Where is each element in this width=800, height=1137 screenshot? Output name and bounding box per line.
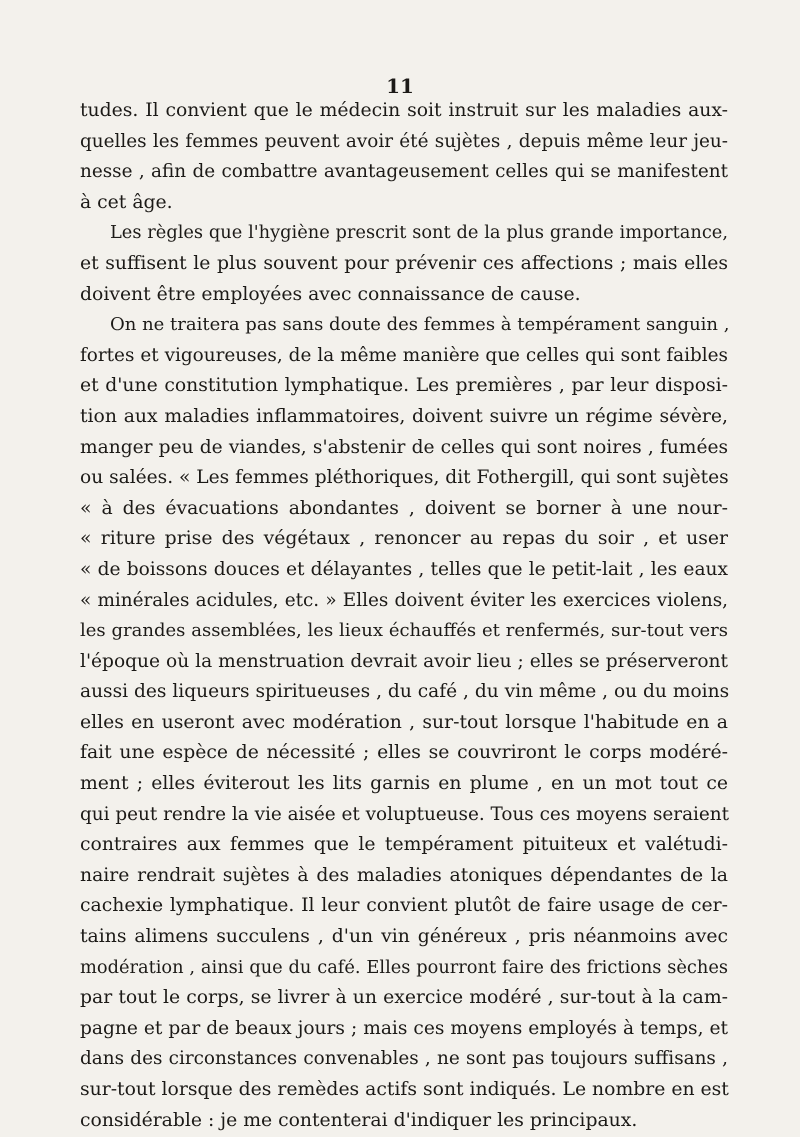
- text-line: tains alimens succulens , d'un vin généreux , pris néanmoins avec: [80, 926, 728, 948]
- text-line: considérable : je me contenterai d'indiquer les principaux.: [80, 1109, 638, 1131]
- text-line: ment ; elles éviterout les lits garnis en plume , en un mot tout ce: [80, 773, 728, 795]
- text-line: Les règles que l'hygiène prescrit sont de la plus grande importance,: [110, 222, 728, 244]
- text-line: l'époque où la menstruation devrait avoir lieu ; elles se préserveront: [80, 650, 728, 672]
- text-line: ou salées. « Les femmes pléthoriques, dit Fothergill, qui sont sujètes: [80, 467, 729, 489]
- text-line: fortes et vigoureuses, de la même manière que celles qui sont faibles: [80, 344, 728, 366]
- text-line: On ne traitera pas sans doute des femmes à tempérament sanguin ,: [110, 314, 730, 336]
- body-text: [80, 96, 728, 1136]
- text-line: les grandes assemblées, les lieux échauffés et renfermés, sur-tout vers: [80, 620, 728, 642]
- text-line: elles en useront avec modération , sur-tout lorsque l'habitude en a: [80, 711, 728, 733]
- text-line: fait une espèce de nécessité ; elles se couvriront le corps modéré-: [80, 742, 728, 764]
- text-line: quelles les femmes peuvent avoir été sujètes , depuis même leur jeu-: [80, 130, 728, 152]
- text-line: « à des évacuations abondantes , doivent se borner à une nour-: [80, 497, 728, 519]
- text-line: modération , ainsi que du café. Elles pourront faire des frictions sèches: [80, 956, 728, 978]
- text-line: cachexie lymphatique. Il leur convient plutôt de faire usage de cer-: [80, 895, 728, 917]
- text-line: contraires aux femmes que le tempérament pituiteux et valétudi-: [80, 834, 728, 856]
- text-line: et suffisent le plus souvent pour prévenir ces affections ; mais elles: [80, 252, 728, 274]
- text-line: tion aux maladies inflammatoires, doivent suivre un régime sévère,: [80, 405, 728, 427]
- text-line: et d'une constitution lymphatique. Les premières , par leur disposi-: [80, 375, 728, 397]
- text-line: par tout le corps, se livrer à un exercice modéré , sur-tout à la cam-: [80, 987, 728, 1009]
- text-line: sur-tout lorsque des remèdes actifs sont indiqués. Le nombre en est: [80, 1079, 729, 1100]
- text-line: « minérales acidules, etc. » Elles doivent éviter les exercices violens,: [80, 589, 728, 611]
- text-line: à cet âge.: [80, 191, 173, 213]
- page-number: 11: [386, 74, 414, 98]
- text-line: aussi des liqueurs spiritueuses , du café , du vin même , ou du moins: [80, 681, 730, 703]
- text-line: manger peu de viandes, s'abstenir de celles qui sont noires , fumées: [80, 436, 728, 458]
- text-line: « riture prise des végétaux , renoncer au repas du soir , et user: [80, 528, 728, 550]
- text-line: pagne et par de beaux jours ; mais ces moyens employés à temps, et: [80, 1017, 728, 1039]
- text-line: doivent être employées avec connaissance de cause.: [80, 283, 581, 305]
- text-line: tudes. Il convient que le médecin soit instruit sur les maladies aux-: [80, 100, 728, 121]
- text-line: nesse , afin de combattre avantageusement celles qui se manifestent: [80, 161, 728, 183]
- text-line: « de boissons douces et délayantes , telles que le petit-lait , les eaux: [80, 558, 728, 580]
- text-line: qui peut rendre la vie aisée et voluptueuse. Tous ces moyens seraient: [80, 803, 730, 825]
- text-line: naire rendrait sujètes à des maladies atoniques dépendantes de la: [80, 864, 728, 886]
- text-line: dans des circonstances convenables , ne sont pas toujours suffisans ,: [80, 1048, 728, 1070]
